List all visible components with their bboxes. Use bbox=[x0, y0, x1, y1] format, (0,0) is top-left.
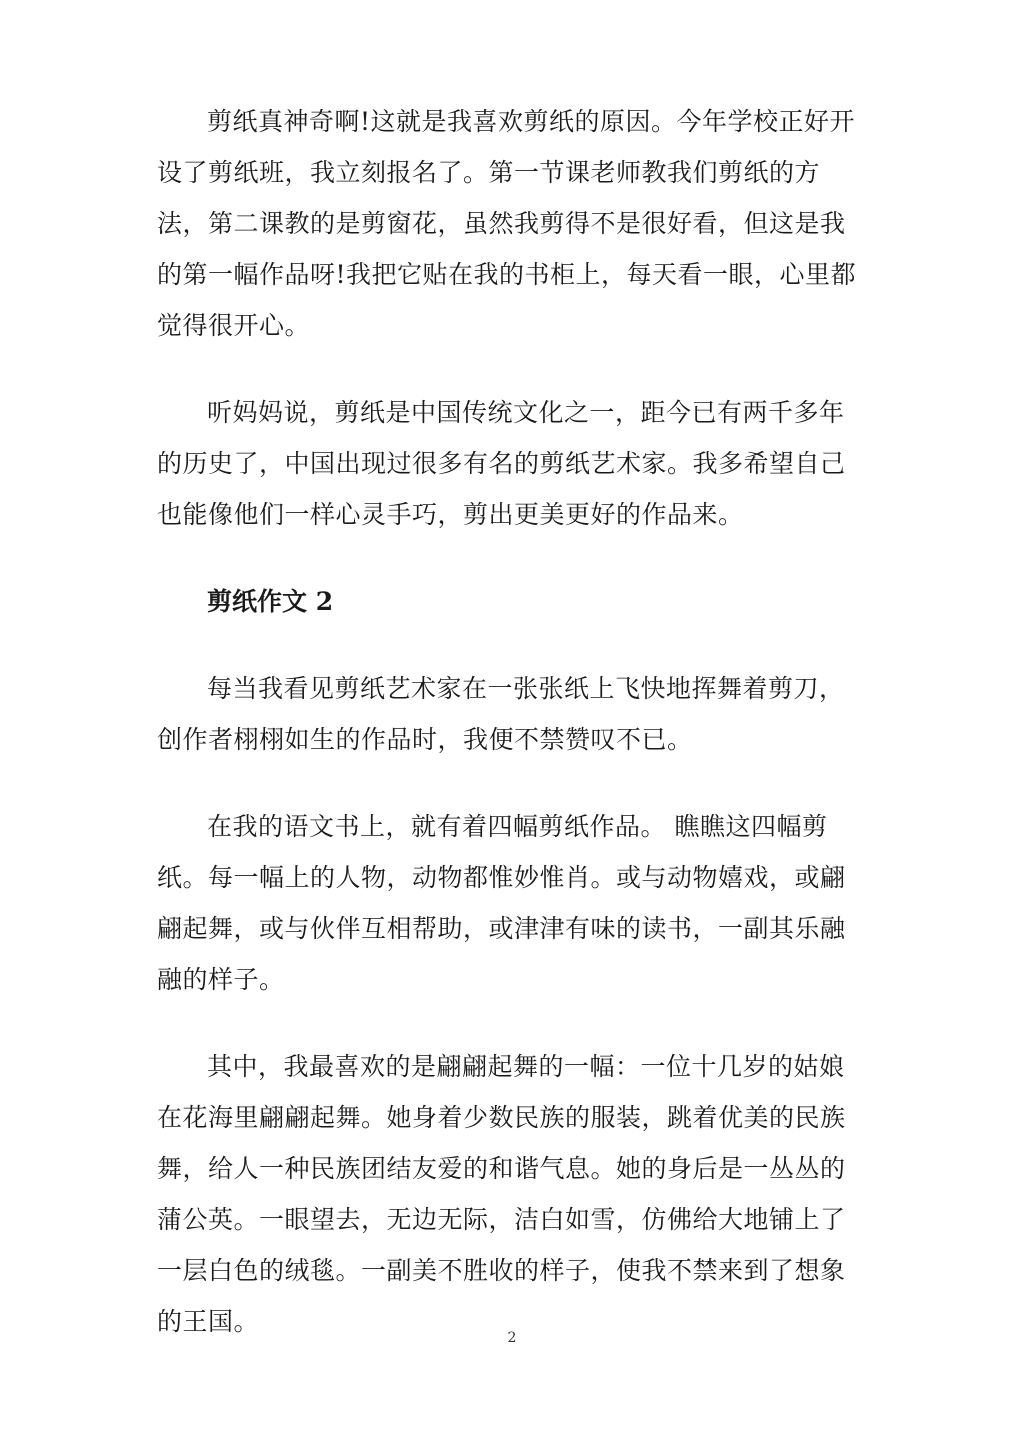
section-heading: 剪纸作文 2 bbox=[207, 587, 334, 616]
text-line: 设了剪纸班，我立刻报名了。第一节课老师教我们剪纸的方 bbox=[157, 158, 821, 187]
text-line: 听妈妈说，剪纸是中国传统文化之一，距今已有两千多年 bbox=[207, 398, 845, 427]
text-line: 翩起舞，或与伙伴互相帮助，或津津有味的读书，一副其乐融 bbox=[157, 914, 846, 943]
document-body bbox=[157, 96, 867, 1347]
text-line: 其中，我最喜欢的是翩翩起舞的一幅：一位十几岁的姑娘 bbox=[207, 1052, 845, 1081]
text-line: 一层白色的绒毯。一副美不胜收的样子，使我不禁来到了想象 bbox=[157, 1256, 846, 1285]
paragraph-spacer bbox=[157, 627, 867, 663]
text-line: 觉得很开心。 bbox=[157, 311, 311, 340]
text-line: 融的样子。 bbox=[157, 965, 285, 994]
text-line: 法，第二课教的是剪窗花，虽然我剪得不是很好看，但这是我 bbox=[157, 209, 846, 238]
text-line: 的历史了，中国出现过很多有名的剪纸艺术家。我多希望自己 bbox=[157, 449, 846, 478]
text-line: 也能像他们一样心灵手巧，剪出更美更好的作品来。 bbox=[157, 500, 744, 529]
paragraph-5 bbox=[157, 1041, 867, 1347]
text-line: 剪纸真神奇啊!这就是我喜欢剪纸的原因。今年学校正好开 bbox=[207, 107, 856, 136]
paragraph-spacer bbox=[157, 351, 867, 387]
paragraph-2 bbox=[157, 387, 867, 540]
paragraph-1 bbox=[157, 96, 867, 351]
text-line: 舞，给人一种民族团结友爱的和谐气息。她的身后是一丛丛的 bbox=[157, 1154, 846, 1183]
page-number: 2 bbox=[507, 1330, 517, 1346]
paragraph-spacer bbox=[157, 1005, 867, 1041]
paragraph-spacer bbox=[157, 540, 867, 576]
text-line: 的第一幅作品呀!我把它贴在我的书柜上，每天看一眼，心里都 bbox=[157, 260, 857, 289]
text-line: 的王国。 bbox=[157, 1307, 260, 1336]
text-line: 在我的语文书上，就有着四幅剪纸作品。 瞧瞧这四幅剪 bbox=[207, 812, 828, 841]
text-line: 每当我看见剪纸艺术家在一张张纸上飞快地挥舞着剪刀， bbox=[207, 674, 845, 703]
paragraph-3 bbox=[157, 663, 867, 765]
text-line: 蒲公英。一眼望去，无边无际，洁白如雪，仿佛给大地铺上了 bbox=[157, 1205, 846, 1234]
text-line: 纸。每一幅上的人物，动物都惟妙惟肖。或与动物嬉戏，或翩 bbox=[157, 863, 846, 892]
text-line: 在花海里翩翩起舞。她身着少数民族的服装，跳着优美的民族 bbox=[157, 1103, 846, 1132]
paragraph-4 bbox=[157, 801, 867, 1005]
paragraph-spacer bbox=[157, 765, 867, 801]
text-line: 创作者栩栩如生的作品时，我便不禁赞叹不已。 bbox=[157, 725, 693, 754]
